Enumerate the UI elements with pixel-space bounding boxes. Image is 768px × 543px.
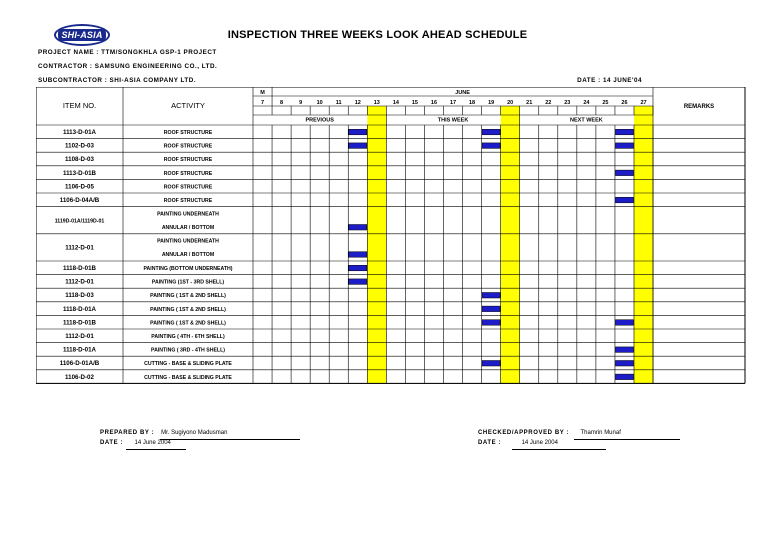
item-no-cell: 1106-D-02 [65, 373, 94, 381]
subcontractor: SUBCONTRACTOR : SHI-ASIA COMPANY LTD. [38, 77, 197, 84]
day-header-22: 22 [545, 100, 552, 106]
highlight-column-20 [501, 106, 520, 383]
schedule-bar [349, 265, 367, 271]
activity-cell: PAINTING ( 1ST & 2ND SHELL) [150, 293, 226, 300]
day-header-27: 27 [640, 100, 647, 106]
company-logo [54, 24, 110, 46]
week-label-previous: PREVIOUS [305, 117, 334, 124]
activity-cell: ROOF STRUCTURE [163, 143, 213, 150]
item-no-cell: 1118-D-01A [62, 305, 97, 313]
checked-date-label: DATE : [478, 440, 502, 446]
item-no-cell: 1106-D-04A/B [59, 197, 100, 204]
checked-name: Thamrin Munaf [580, 430, 621, 436]
col-header-remarks: REMARKS [683, 104, 715, 110]
item-no-cell: 1108-D-03 [65, 156, 94, 164]
schedule-bar [615, 129, 633, 135]
day-header-14: 14 [392, 100, 399, 106]
item-no-cell: 1118-D-01B [62, 265, 97, 272]
contractor: CONTRACTOR : SAMSUNG ENGINEERING CO., LTD. [38, 63, 218, 70]
item-no-cell: 1112-D-01 [65, 333, 94, 340]
item-no-cell: 1119D-01A/1119D-01 [54, 218, 105, 225]
day-header-20: 20 [507, 100, 514, 106]
prepared-date-value: 14 June 2004 [134, 440, 171, 446]
prepared-label: PREPARED BY : [100, 430, 155, 436]
schedule-bar [482, 361, 500, 367]
checked-date-underline [512, 449, 606, 450]
prepared-date-label: DATE : [100, 440, 124, 446]
item-no-cell: 1113-D-01B [62, 169, 97, 177]
day-header-18: 18 [469, 100, 476, 106]
item-no-cell: 1118-D-01B [62, 319, 97, 327]
checked-label: CHECKED/APPROVED BY : [478, 430, 570, 436]
day-header-17: 17 [449, 100, 457, 106]
highlight-column-13 [367, 106, 386, 383]
prepared-name: Mr. Sugiyono Madusman [161, 430, 228, 436]
prepared-underline [160, 439, 300, 440]
day-header-13: 13 [373, 100, 380, 106]
day-header-15: 15 [411, 100, 418, 106]
schedule-bar [615, 347, 633, 353]
day-header-25: 25 [602, 100, 609, 106]
activity-cell: ROOF STRUCTURE [163, 157, 213, 164]
checked-date [478, 440, 558, 446]
activity-cell: PAINTING UNDERNEATH [157, 211, 219, 218]
item-no-cell: 1112-D-01 [65, 278, 94, 286]
week-label-this-week: THIS WEEK [437, 117, 469, 124]
project-name: PROJECT NAME : TTM/SONGKHLA GSP-1 PROJECT [38, 49, 217, 56]
day-header-10: 10 [316, 100, 323, 106]
item-no-cell: 1106-D-05 [65, 183, 94, 191]
activity-cell: PAINTING ( 1ST & 2ND SHELL) [150, 306, 226, 313]
schedule-bar [482, 129, 500, 135]
activity-cell: PAINTING ( 4TH - 6TH SHELL) [151, 334, 225, 340]
day-header-16: 16 [430, 100, 438, 106]
day-header-21: 21 [526, 100, 533, 106]
month-label: JUNE [455, 90, 470, 96]
checked-by [478, 430, 621, 436]
schedule-bar [349, 129, 367, 135]
schedule-bar [615, 143, 633, 149]
activity-cell: PAINTING ( 1ST & 2ND SHELL) [150, 320, 226, 327]
activity-cell: CUTTING - BASE & SLIDING PLATE [144, 374, 232, 381]
day-header-8: 8 [280, 100, 284, 106]
activity-cell: ROOF STRUCTURE [163, 198, 213, 204]
item-no-cell: 1112-D-01 [65, 244, 94, 252]
activity-cell: CUTTING - BASE & SLIDING PLATE [144, 361, 232, 368]
activity-cell: ROOF STRUCTURE [163, 170, 213, 177]
day-header-9: 9 [299, 100, 303, 106]
page-title: INSPECTION THREE WEEKS LOOK AHEAD SCHEDULE [227, 29, 528, 41]
prepared-by [100, 430, 227, 436]
day-header-19: 19 [488, 100, 495, 106]
item-no-cell: 1118-D-01A [62, 346, 97, 354]
checked-date-value: 14 June 2004 [521, 440, 558, 446]
prepared-date [100, 440, 171, 446]
schedule-bar [615, 361, 633, 367]
activity-cell-line2: ANNULAR / BOTTOM [161, 225, 215, 231]
day-header-7: 7 [260, 100, 265, 106]
checked-underline [574, 439, 680, 440]
schedule-bar [349, 279, 367, 285]
schedule-bar [349, 225, 367, 231]
day-header-23: 23 [564, 100, 571, 106]
item-no-cell: 1118-D-03 [65, 292, 94, 300]
month-m-label: M [260, 90, 265, 96]
report-date: DATE : 14 JUNE'04 [577, 77, 642, 84]
day-header-24: 24 [583, 100, 590, 106]
schedule-bar [482, 320, 500, 326]
item-no-cell: 1102-D-03 [65, 142, 94, 150]
day-header-12: 12 [354, 100, 361, 106]
activity-cell: ROOF STRUCTURE [163, 130, 213, 136]
week-label-next-week: NEXT WEEK [570, 117, 603, 124]
schedule-bar [349, 252, 367, 258]
activity-cell: ROOF STRUCTURE [163, 184, 213, 191]
day-header-11: 11 [335, 100, 342, 106]
col-header-activity: ACTIVITY [171, 101, 205, 110]
activity-cell: PAINTING UNDERNEATH [157, 238, 219, 245]
activity-cell-line2: ANNULAR / BOTTOM [161, 252, 215, 259]
item-no-cell: 1106-D-01A/B [59, 360, 100, 368]
activity-cell: PAINTING (BOTTOM UNDERNEATH) [143, 266, 233, 272]
col-header-item-no: ITEM NO. [62, 101, 97, 110]
prepared-date-underline [126, 449, 186, 450]
activity-cell: PAINTING (1ST - 3RD SHELL) [151, 279, 225, 286]
item-no-cell: 1113-D-01A [62, 129, 97, 136]
schedule-table [36, 87, 746, 402]
schedule-bar [482, 143, 500, 149]
schedule-bar [615, 374, 633, 380]
schedule-bar [615, 170, 633, 176]
logo-text: SHI-ASIA [58, 29, 105, 41]
highlight-column-27 [634, 106, 653, 383]
schedule-bar [482, 306, 500, 312]
activity-cell: PAINTING ( 3RD - 4TH SHELL) [151, 347, 225, 354]
schedule-bar [615, 197, 633, 203]
day-header-26: 26 [621, 100, 628, 106]
schedule-bar [349, 143, 367, 149]
schedule-bar [615, 320, 633, 326]
schedule-bar [482, 293, 500, 299]
